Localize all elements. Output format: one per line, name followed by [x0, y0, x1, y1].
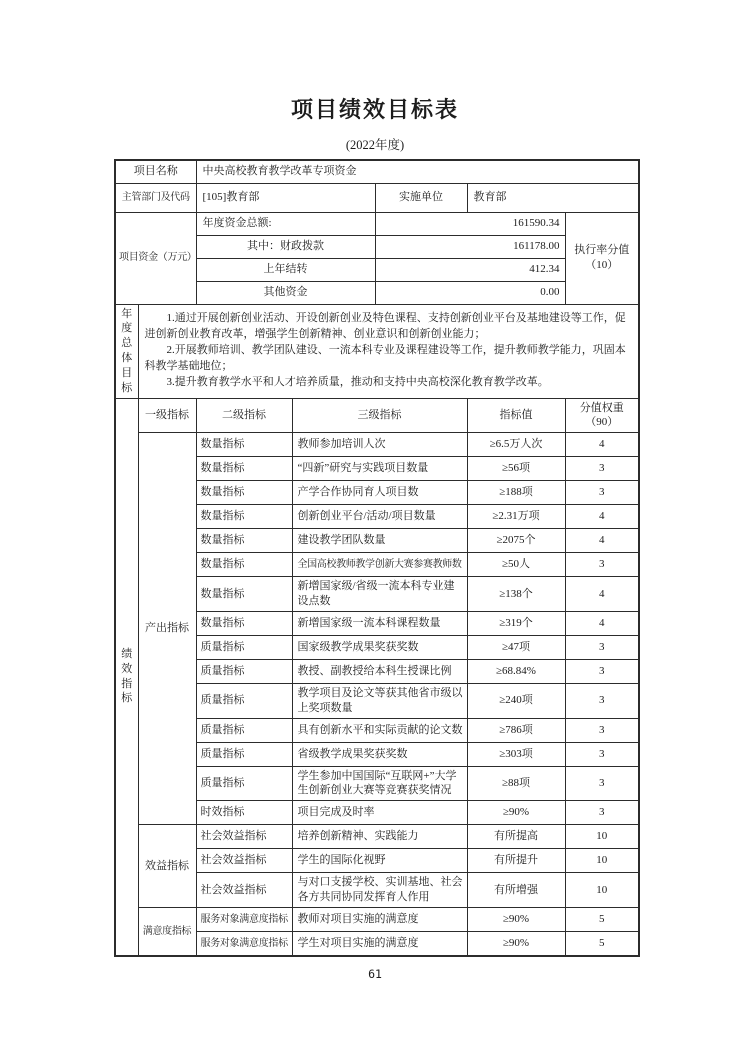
- level2-indicator-cell: 质量指标: [196, 766, 292, 801]
- indicator-value-cell: ≥47项: [467, 635, 565, 659]
- indicator-row: [115, 433, 639, 457]
- level2-indicator-cell: 质量指标: [196, 635, 292, 659]
- indicator-value-cell: ≥240项: [467, 683, 565, 718]
- funding-item-value: 161178.00: [375, 235, 565, 258]
- level3-indicator-cell: 具有创新水平和实际贡献的论文数: [292, 718, 467, 742]
- indicator-value-cell: ≥68.84%: [467, 659, 565, 683]
- indicator-weight-cell: 4: [565, 433, 639, 457]
- level3-indicator-cell: 教学项目及论文等获其他省市级以上奖项数量: [292, 683, 467, 718]
- indicator-weight-cell: 3: [565, 481, 639, 505]
- indicator-value-cell: ≥138个: [467, 577, 565, 612]
- level3-indicator-cell: 产学合作协同育人项目数: [292, 481, 467, 505]
- level2-indicator-cell: 服务对象满意度指标: [196, 932, 292, 956]
- level3-indicator-cell: 学生参加中国国际“互联网+”大学生创新创业大赛等竞赛获奖情况: [292, 766, 467, 801]
- level2-indicator-cell: 社会效益指标: [196, 873, 292, 908]
- funding-item-label: 上年结转: [196, 258, 375, 281]
- annual-goal-text: [138, 304, 639, 398]
- execution-score-cell: [565, 212, 639, 304]
- indicator-value-cell: ≥90%: [467, 932, 565, 956]
- level2-indicator-cell: 时效指标: [196, 801, 292, 825]
- indicator-value-cell: ≥90%: [467, 908, 565, 932]
- goal-item: 1.通过开展创新创业活动、开设创新创业及特色课程、支持创新创业平台及基地建设等工作，促进创新创业教育改革，增强学生创新精神、创业意识和创新创业能力；: [144, 312, 626, 341]
- indicator-value-cell: ≥50人: [467, 553, 565, 577]
- level2-indicator-cell: 社会效益指标: [196, 825, 292, 849]
- project-name-value: 中央高校教育教学改革专项资金: [196, 160, 639, 183]
- indicator-weight-cell: 10: [565, 873, 639, 908]
- performance-indicator-side-label: 绩效 指标: [115, 398, 138, 955]
- level3-indicator-cell: 创新创业平台/活动/项目数量: [292, 505, 467, 529]
- level2-indicator-cell: 数量指标: [196, 457, 292, 481]
- level3-indicator-cell: 学生对项目实施的满意度: [292, 932, 467, 956]
- level2-indicator-cell: 数量指标: [196, 611, 292, 635]
- level2-indicator-cell: 数量指标: [196, 553, 292, 577]
- indicators-header-row: [115, 398, 639, 433]
- indicator-value-cell: ≥56项: [467, 457, 565, 481]
- funding-item-value: 0.00: [375, 281, 565, 304]
- goal-item: 3.提升教育教学水平和人才培养质量，推动和支持中央高校深化教育教学改革。: [166, 375, 549, 388]
- indicator-value-cell: 有所提高: [467, 825, 565, 849]
- funding-label: 项目资金（万元）: [115, 212, 196, 304]
- level3-indicator-cell: “四新”研究与实践项目数量: [292, 457, 467, 481]
- document-subtitle: (2022年度): [345, 138, 405, 152]
- implement-unit-value: 教育部: [467, 183, 639, 212]
- header-value: 指标值: [467, 398, 565, 433]
- indicator-weight-cell: 5: [565, 932, 639, 956]
- department-value: [105]教育部: [196, 183, 375, 212]
- indicator-weight-cell: 4: [565, 529, 639, 553]
- level2-indicator-cell: 数量指标: [196, 577, 292, 612]
- header-level3: 三级指标: [292, 398, 467, 433]
- level2-indicator-cell: 服务对象满意度指标: [196, 908, 292, 932]
- indicator-value-cell: ≥6.5万人次: [467, 433, 565, 457]
- level3-indicator-cell: 培养创新精神、实践能力: [292, 825, 467, 849]
- indicator-weight-cell: 4: [565, 505, 639, 529]
- indicator-value-cell: ≥188项: [467, 481, 565, 505]
- funding-item-label: 其他资金: [196, 281, 375, 304]
- indicator-weight-cell: 3: [565, 742, 639, 766]
- project-name-row: [115, 160, 639, 183]
- indicator-value-cell: ≥88项: [467, 766, 565, 801]
- goal-item: 2.开展教师培训、教学团队建设、一流本科专业及课程建设等工作，提升教师教学能力，巩固本科教学基础地位；: [144, 344, 626, 372]
- level3-indicator-cell: 教师参加培训人次: [292, 433, 467, 457]
- level3-indicator-cell: 学生的国际化视野: [292, 849, 467, 873]
- indicator-weight-cell: 10: [565, 825, 639, 849]
- indicator-value-cell: ≥2075个: [467, 529, 565, 553]
- level3-indicator-cell: 全国高校教师教学创新大赛参赛教师数: [292, 553, 467, 577]
- level2-indicator-cell: 质量指标: [196, 718, 292, 742]
- funding-item-value: 161590.34: [375, 212, 565, 235]
- level3-indicator-cell: 项目完成及时率: [292, 801, 467, 825]
- funding-row: [115, 212, 639, 235]
- project-name-label: 项目名称: [115, 160, 196, 183]
- indicator-row: [115, 908, 639, 932]
- funding-item-label: 年度资金总额:: [196, 212, 375, 235]
- indicator-value-cell: ≥2.31万项: [467, 505, 565, 529]
- indicator-value-cell: ≥90%: [467, 801, 565, 825]
- execution-score-label: 执行率分值: [574, 244, 630, 257]
- indicator-weight-cell: 3: [565, 683, 639, 718]
- indicator-weight-cell: 3: [565, 801, 639, 825]
- level3-indicator-cell: 省级教学成果奖获奖数: [292, 742, 467, 766]
- level1-indicator-cell: 产出指标: [138, 433, 196, 825]
- level1-indicator-cell: 效益指标: [138, 825, 196, 908]
- performance-target-table: [114, 159, 640, 957]
- level3-indicator-cell: 与对口支援学校、实训基地、社会各方共同协同发挥育人作用: [292, 873, 467, 908]
- level2-indicator-cell: 质量指标: [196, 683, 292, 718]
- document-title: 项目绩效目标表: [290, 97, 459, 122]
- indicator-weight-cell: 5: [565, 908, 639, 932]
- level3-indicator-cell: 教师对项目实施的满意度: [292, 908, 467, 932]
- indicator-weight-cell: 10: [565, 849, 639, 873]
- level2-indicator-cell: 质量指标: [196, 742, 292, 766]
- indicator-weight-cell: 3: [565, 659, 639, 683]
- indicator-value-cell: ≥319个: [467, 611, 565, 635]
- level2-indicator-cell: 数量指标: [196, 529, 292, 553]
- level3-indicator-cell: 国家级教学成果奖获奖数: [292, 635, 467, 659]
- level1-indicator-cell: 满意度指标: [138, 908, 196, 956]
- department-row: [115, 183, 639, 212]
- annual-goal-label: 年度 总体 目标: [115, 304, 138, 398]
- level3-indicator-cell: 新增国家级/省级一流本科专业建设点数: [292, 577, 467, 612]
- indicator-value-cell: 有所增强: [467, 873, 565, 908]
- level3-indicator-cell: 建设教学团队数量: [292, 529, 467, 553]
- annual-goal-row: [115, 304, 639, 398]
- indicator-value-cell: ≥786项: [467, 718, 565, 742]
- indicator-weight-cell: 3: [565, 635, 639, 659]
- indicator-value-cell: ≥303项: [467, 742, 565, 766]
- level3-indicator-cell: 新增国家级一流本科课程数量: [292, 611, 467, 635]
- level2-indicator-cell: 数量指标: [196, 505, 292, 529]
- level2-indicator-cell: 质量指标: [196, 659, 292, 683]
- indicator-weight-cell: 4: [565, 577, 639, 612]
- indicator-weight-cell: 3: [565, 718, 639, 742]
- level3-indicator-cell: 教授、副教授给本科生授课比例: [292, 659, 467, 683]
- header-level1: 一级指标: [138, 398, 196, 433]
- funding-item-value: 412.34: [375, 258, 565, 281]
- indicator-weight-cell: 3: [565, 457, 639, 481]
- indicator-weight-cell: 4: [565, 611, 639, 635]
- level2-indicator-cell: 社会效益指标: [196, 849, 292, 873]
- indicator-weight-cell: 3: [565, 766, 639, 801]
- level2-indicator-cell: 数量指标: [196, 481, 292, 505]
- indicator-value-cell: 有所提升: [467, 849, 565, 873]
- indicator-weight-cell: 3: [565, 553, 639, 577]
- department-label: 主管部门及代码: [115, 183, 196, 212]
- execution-score-points: （10）: [585, 259, 619, 271]
- implement-unit-label: 实施单位: [375, 183, 467, 212]
- header-level2: 二级指标: [196, 398, 292, 433]
- indicator-row: [115, 825, 639, 849]
- funding-item-label: 其中：财政拨款: [196, 235, 375, 258]
- header-weight: 分值权重 （90）: [565, 398, 639, 433]
- level2-indicator-cell: 数量指标: [196, 433, 292, 457]
- page-number: 61: [368, 967, 382, 981]
